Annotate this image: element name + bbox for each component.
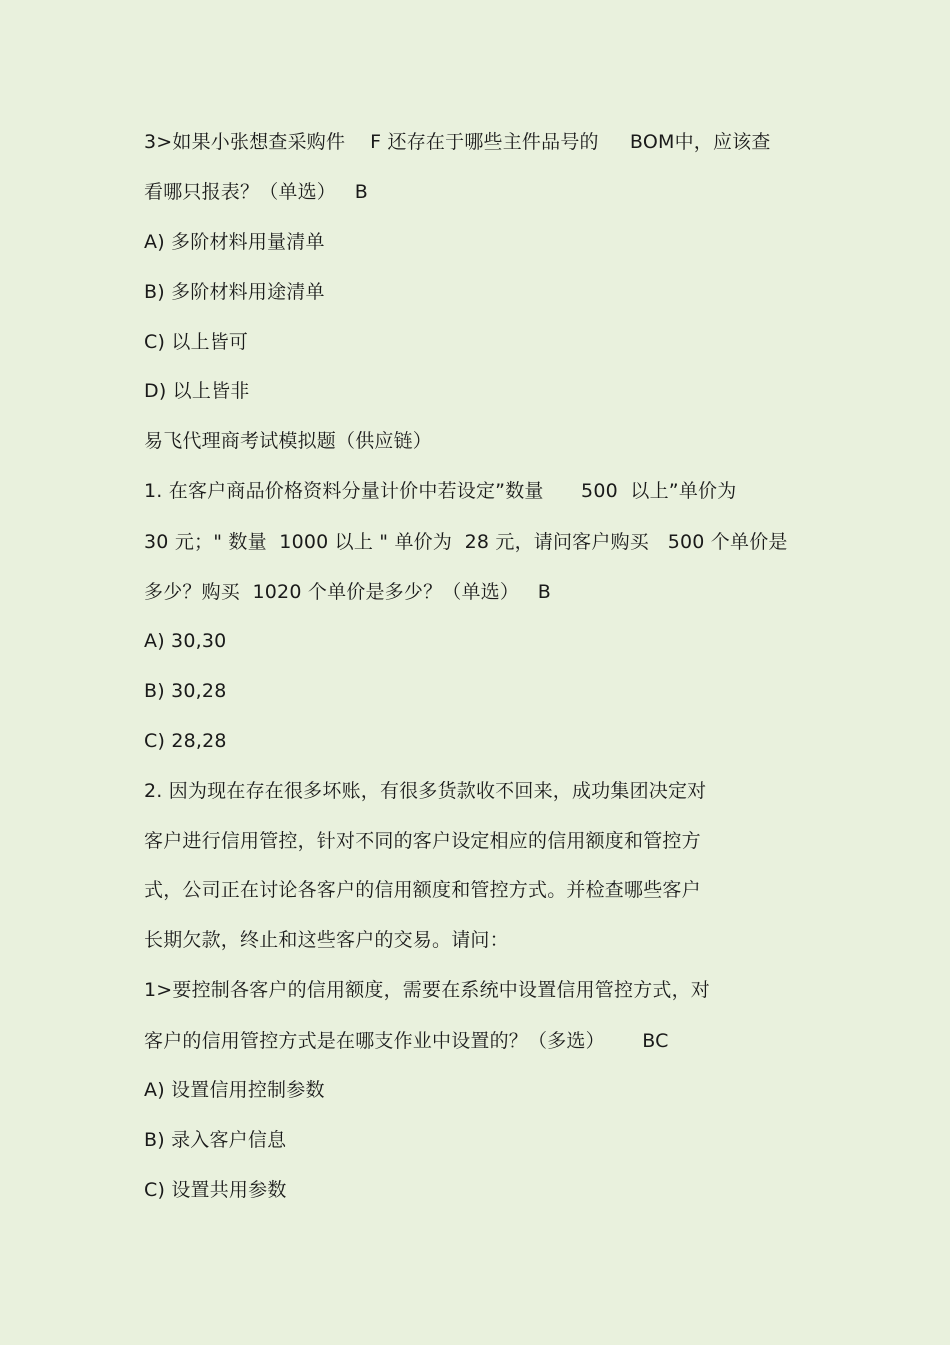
subquestion-1-option-c: C) 设置共用参数	[144, 1179, 287, 1201]
section-heading: 易飞代理商考试模拟题（供应链）	[144, 430, 433, 452]
question-1-option-b: B) 30,28	[144, 680, 227, 702]
subquestion-1-option-a: A) 设置信用控制参数	[144, 1079, 325, 1101]
question-2-stem-line-4: 长期欠款，终止和这些客户的交易。请问：	[144, 929, 509, 951]
question-3-option-c: C) 以上皆可	[144, 331, 249, 353]
question-1-stem-line-1: 1. 在客户商品价格资料分量计价中若设定”数量 500 以上”单价为	[144, 480, 737, 502]
question-3-stem-line-1: 3>如果小张想查采购件 F 还存在于哪些主件品号的 BOM中，应该查	[144, 131, 771, 153]
question-3-stem-line-2: 看哪只报表？（单选） B	[144, 181, 368, 203]
question-2-stem-line-3: 式，公司正在讨论各客户的信用额度和管控方式。并检查哪些客户	[144, 879, 701, 901]
question-1-stem-line-3: 多少？购买 1020 个单价是多少？（单选） B	[144, 581, 552, 603]
subquestion-1-option-b: B) 录入客户信息	[144, 1129, 287, 1151]
question-1-stem-line-2: 30 元；" 数量 1000 以上 " 单价为 28 元，请问客户购买 500 个单价是	[144, 531, 788, 553]
question-2-stem-line-1: 2. 因为现在存在很多坏账，有很多货款收不回来，成功集团决定对	[144, 780, 707, 802]
question-3-option-d: D) 以上皆非	[144, 380, 250, 402]
question-2-stem-line-2: 客户进行信用管控，针对不同的客户设定相应的信用额度和管控方	[144, 830, 701, 852]
question-1-option-c: C) 28,28	[144, 730, 227, 752]
question-1-option-a: A) 30,30	[144, 630, 227, 652]
question-3-option-b: B) 多阶材料用途清单	[144, 281, 325, 303]
question-3-option-a: A) 多阶材料用量清单	[144, 231, 325, 253]
subquestion-1-stem-line-2: 客户的信用管控方式是在哪支作业中设置的？（多选） BC	[144, 1030, 669, 1052]
subquestion-1-stem-line-1: 1>要控制各客户的信用额度，需要在系统中设置信用管控方式，对	[144, 979, 711, 1001]
